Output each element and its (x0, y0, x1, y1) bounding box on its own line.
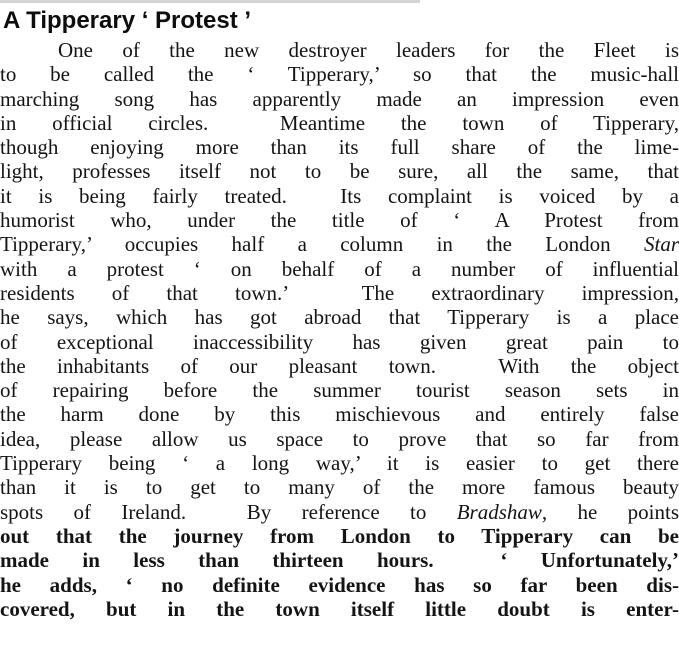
article-line: though enjoying more than its full share of the lime- (0, 135, 679, 160)
top-divider (0, 0, 420, 3)
article-line: spots of Ireland. By reference to Bradshaw, he points (0, 499, 679, 524)
article-line: covered, but in the town itself little doubt is enter- (0, 596, 679, 621)
publication-name-bradshaw: Bradshaw (456, 499, 542, 524)
article-line: of exceptional inaccessibility has given great pain to (0, 329, 679, 354)
newspaper-name-star: Star (643, 232, 679, 257)
article-title: A Tipperary ‘ Protest ’ (3, 7, 252, 34)
article-line: with a protest ‘ on behalf of a number of influential (0, 256, 679, 281)
article-line: idea, please allow us space to prove that so far from (0, 426, 679, 451)
article-line: Tipperary,’ occupies half a column in the London Star (0, 232, 679, 257)
article-line: the harm done by this mischievous and entirely false (0, 402, 679, 427)
article-line: Tipperary being ‘ a long way,’ it is easier to get there (0, 451, 679, 476)
article-line: of repairing before the summer tourist season sets in (0, 378, 679, 403)
article-line: made in less than thirteen hours. ‘ Unfortunately,’ (0, 548, 679, 573)
article-line: residents of that town.’ The extraordinary impression, (0, 280, 679, 305)
article-body (0, 38, 679, 621)
article-line: to be called the ‘ Tipperary,’ so that the music-hall (0, 62, 679, 87)
article-line: out that the journey from London to Tipperary can be (0, 523, 679, 548)
article-line: he adds, ‘ no definite evidence has so far been dis- (0, 572, 679, 597)
article-line: humorist who, under the title of ‘ A Protest from (0, 208, 679, 233)
article-line: the inhabitants of our pleasant town. With the object (0, 353, 679, 378)
article-line: than it is to get to many of the more famous beauty (0, 475, 679, 500)
article-line: it is being fairly treated. Its complaint is voiced by a (0, 183, 679, 208)
article-line: he says, which has got abroad that Tipperary is a place (0, 305, 679, 330)
article-line: marching song has apparently made an impression even (0, 86, 679, 111)
article-line: One of the new destroyer leaders for the Fleet is (58, 38, 679, 62)
article-line: light, professes itself not to be sure, all the same, that (0, 159, 679, 184)
article-line: in official circles. Meantime the town of Tipperary, (0, 110, 679, 135)
